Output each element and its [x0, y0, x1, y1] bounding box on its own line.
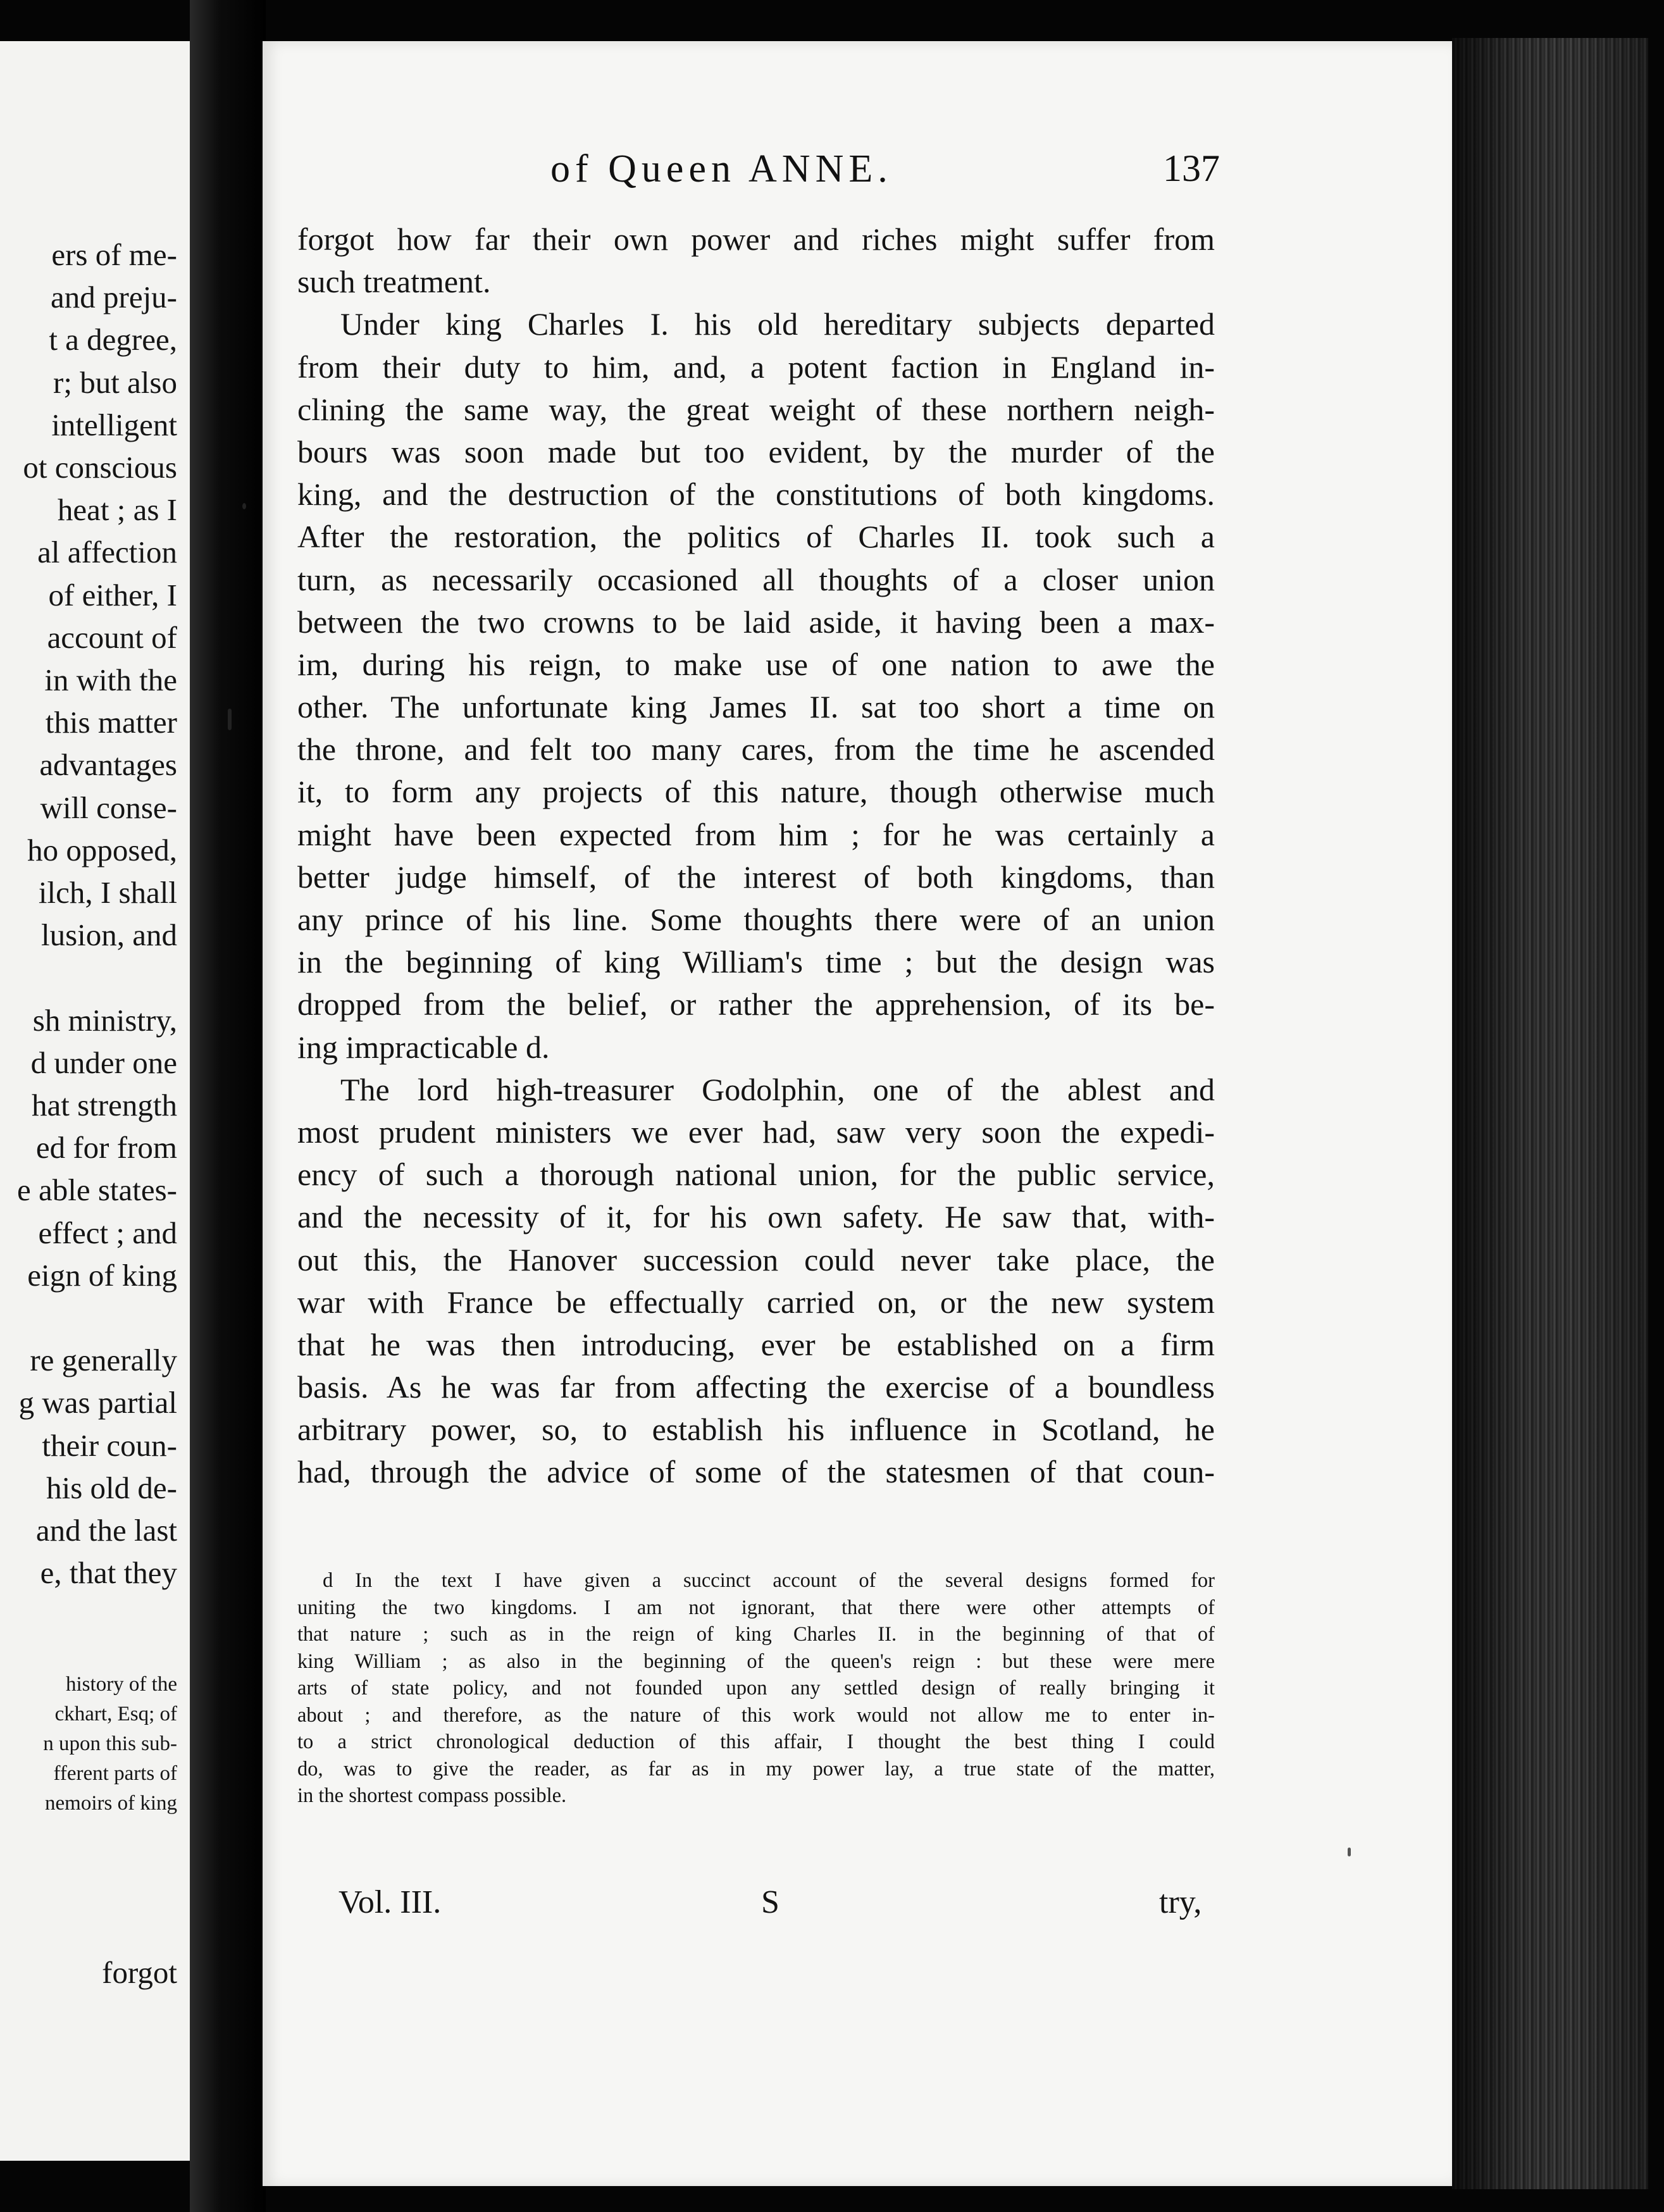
scan-speck: [228, 709, 232, 730]
previous-page-line: ho opposed,: [27, 832, 177, 867]
body-line: After the restoration, the politics of Charles II. took such a: [297, 519, 1215, 555]
body-text: [297, 218, 1215, 1494]
previous-page-line: and the last: [35, 1513, 177, 1548]
previous-page-line: e, that they: [40, 1555, 177, 1591]
previous-page-line: in with the: [44, 662, 177, 697]
body-line: might have been expected from him ; for he was certainly a: [297, 816, 1215, 852]
footnote-line: do, was to give the reader, as far as in my power lay, a true state of the matter,: [297, 1757, 1215, 1780]
body-line: most prudent ministers we ever had, saw very soon the expedi-: [297, 1114, 1215, 1150]
previous-page-line: effect ; and: [38, 1215, 177, 1250]
footnotes: [297, 1567, 1215, 1810]
previous-page-line: t a degree,: [49, 322, 177, 357]
body-line: and the necessity of it, for his own safety. He saw that, with-: [297, 1199, 1215, 1235]
body-line: clining the same way, the great weight of these northern neigh-: [297, 391, 1215, 427]
previous-page-line: ers of me-: [51, 237, 177, 272]
footnote-line: in the shortest compass possible.: [297, 1784, 567, 1807]
body-line: war with France be effectually carried on, or the new system: [297, 1284, 1215, 1320]
previous-page-line: heat ; as I: [57, 492, 177, 528]
previous-page-line: re generally: [30, 1343, 177, 1378]
footnote-line: king William ; as also in the beginning of the queen's reign : but these were mere: [297, 1650, 1215, 1673]
body-line: arbitrary power, so, to establish his influence in Scotland, he: [297, 1412, 1215, 1448]
body-line: it, to form any projects of this nature, though otherwise much: [297, 774, 1215, 810]
previous-page-line: ot conscious: [23, 450, 177, 485]
scan-speck: [242, 503, 246, 509]
previous-page-line: d under one: [30, 1045, 177, 1080]
running-head: of Queen ANNE.: [550, 147, 893, 190]
previous-page-note-line: fferent parts of: [53, 1762, 177, 1785]
body-line: ency of such a thorough national union, for the public service,: [297, 1157, 1215, 1193]
footnote-line: arts of state policy, and not founded upon any settled design of really bringing it: [297, 1677, 1215, 1699]
body-line: ing impracticable d.: [297, 1029, 550, 1065]
body-line: in the beginning of king William's time ; but the design was: [297, 944, 1215, 980]
previous-page-line: of either, I: [48, 577, 177, 612]
body-line: dropped from the belief, or rather the apprehension, of its be-: [297, 986, 1215, 1022]
body-line: forgot how far their own power and riches might suffer from: [297, 221, 1215, 257]
signature-mark: S: [761, 1884, 779, 1920]
footnote-line: d In the text I have given a succinct account of the several designs formed for: [323, 1569, 1215, 1592]
body-line: king, and the destruction of the constitutions of both kingdoms.: [297, 476, 1215, 513]
previous-page-line: advantages: [39, 747, 177, 783]
previous-page-line: al affection: [37, 535, 177, 570]
body-line: The lord high-treasurer Godolphin, one of the ablest and: [340, 1071, 1215, 1107]
page-edges-shade: [1452, 38, 1648, 2189]
footnote-line: uniting the two kingdoms. I am not ignorant, that there were other attempts of: [297, 1596, 1215, 1619]
body-line: turn, as necessarily occasioned all thoughts of a closer union: [297, 561, 1215, 597]
body-line: such treatment.: [297, 264, 491, 300]
previous-page-line: their coun-: [42, 1427, 177, 1463]
previous-page-line: eign of king: [27, 1257, 177, 1293]
body-line: Under king Charles I. his old hereditary subjects departed: [340, 306, 1215, 342]
previous-page-line: ed for from: [35, 1130, 177, 1165]
previous-page-line: ilch, I shall: [38, 875, 177, 910]
catchword: try,: [1159, 1884, 1202, 1920]
previous-page-line: this matter: [45, 705, 177, 740]
previous-page-note-line: ckhart, Esq; of: [54, 1703, 177, 1725]
previous-page-line: hat strength: [32, 1088, 177, 1122]
footnote-line: that nature ; such as in the reign of king Charles II. in the beginning of that of: [297, 1623, 1215, 1646]
previous-page-catchword: forgot: [102, 1955, 177, 1990]
previous-page-line: r; but also: [53, 364, 177, 400]
previous-page-line: and preju-: [51, 280, 177, 315]
body-line: had, through the advice of some of the statesmen of that coun-: [297, 1454, 1215, 1490]
volume-label: Vol. III.: [338, 1884, 442, 1920]
body-line: bours was soon made but too evident, by the murder of the: [297, 433, 1215, 469]
previous-page-line: e able states-: [16, 1172, 177, 1208]
previous-page-fragment: [0, 41, 196, 2161]
previous-page-note-line: history of the: [66, 1673, 177, 1696]
previous-page-line: lusion, and: [40, 917, 177, 953]
page-number: 137: [1163, 147, 1220, 189]
body-line: from their duty to him, and, a potent faction in England in-: [297, 349, 1215, 385]
previous-page-note-line: n upon this sub-: [43, 1732, 177, 1755]
body-line: im, during his reign, to make use of one nation to awe the: [297, 646, 1215, 682]
body-line: between the two crowns to be laid aside, it having been a max-: [297, 604, 1215, 640]
body-line: that he was then introducing, ever be established on a firm: [297, 1326, 1215, 1362]
previous-page-line: will conse-: [40, 790, 177, 825]
previous-page-line: sh ministry,: [32, 1002, 177, 1038]
footnote-line: to a strict chronological deduction of this affair, I thought the best thing I could: [297, 1730, 1215, 1753]
body-line: any prince of his line. Some thoughts there were of an union: [297, 902, 1215, 937]
previous-page-line: g was partial: [18, 1385, 177, 1420]
body-line: other. The unfortunate king James II. sat too short a time on: [297, 689, 1215, 725]
book-gutter: [190, 0, 266, 2212]
previous-page-note-line: nemoirs of king: [45, 1792, 177, 1815]
body-line: the throne, and felt too many cares, from the time he ascended: [297, 731, 1215, 767]
previous-page-line: account of: [47, 619, 177, 655]
previous-page-line: his old de-: [46, 1470, 177, 1505]
body-line: basis. As he was far from affecting the exercise of a boundless: [297, 1369, 1215, 1405]
body-line: out this, the Hanover succession could never take place, the: [297, 1241, 1215, 1277]
previous-page-line: intelligent: [51, 407, 177, 442]
body-line: better judge himself, of the interest of both kingdoms, than: [297, 859, 1215, 895]
footnote-line: about ; and therefore, as the nature of this work would not allow me to enter in-: [297, 1703, 1215, 1727]
scan-speck: [1348, 1848, 1351, 1856]
